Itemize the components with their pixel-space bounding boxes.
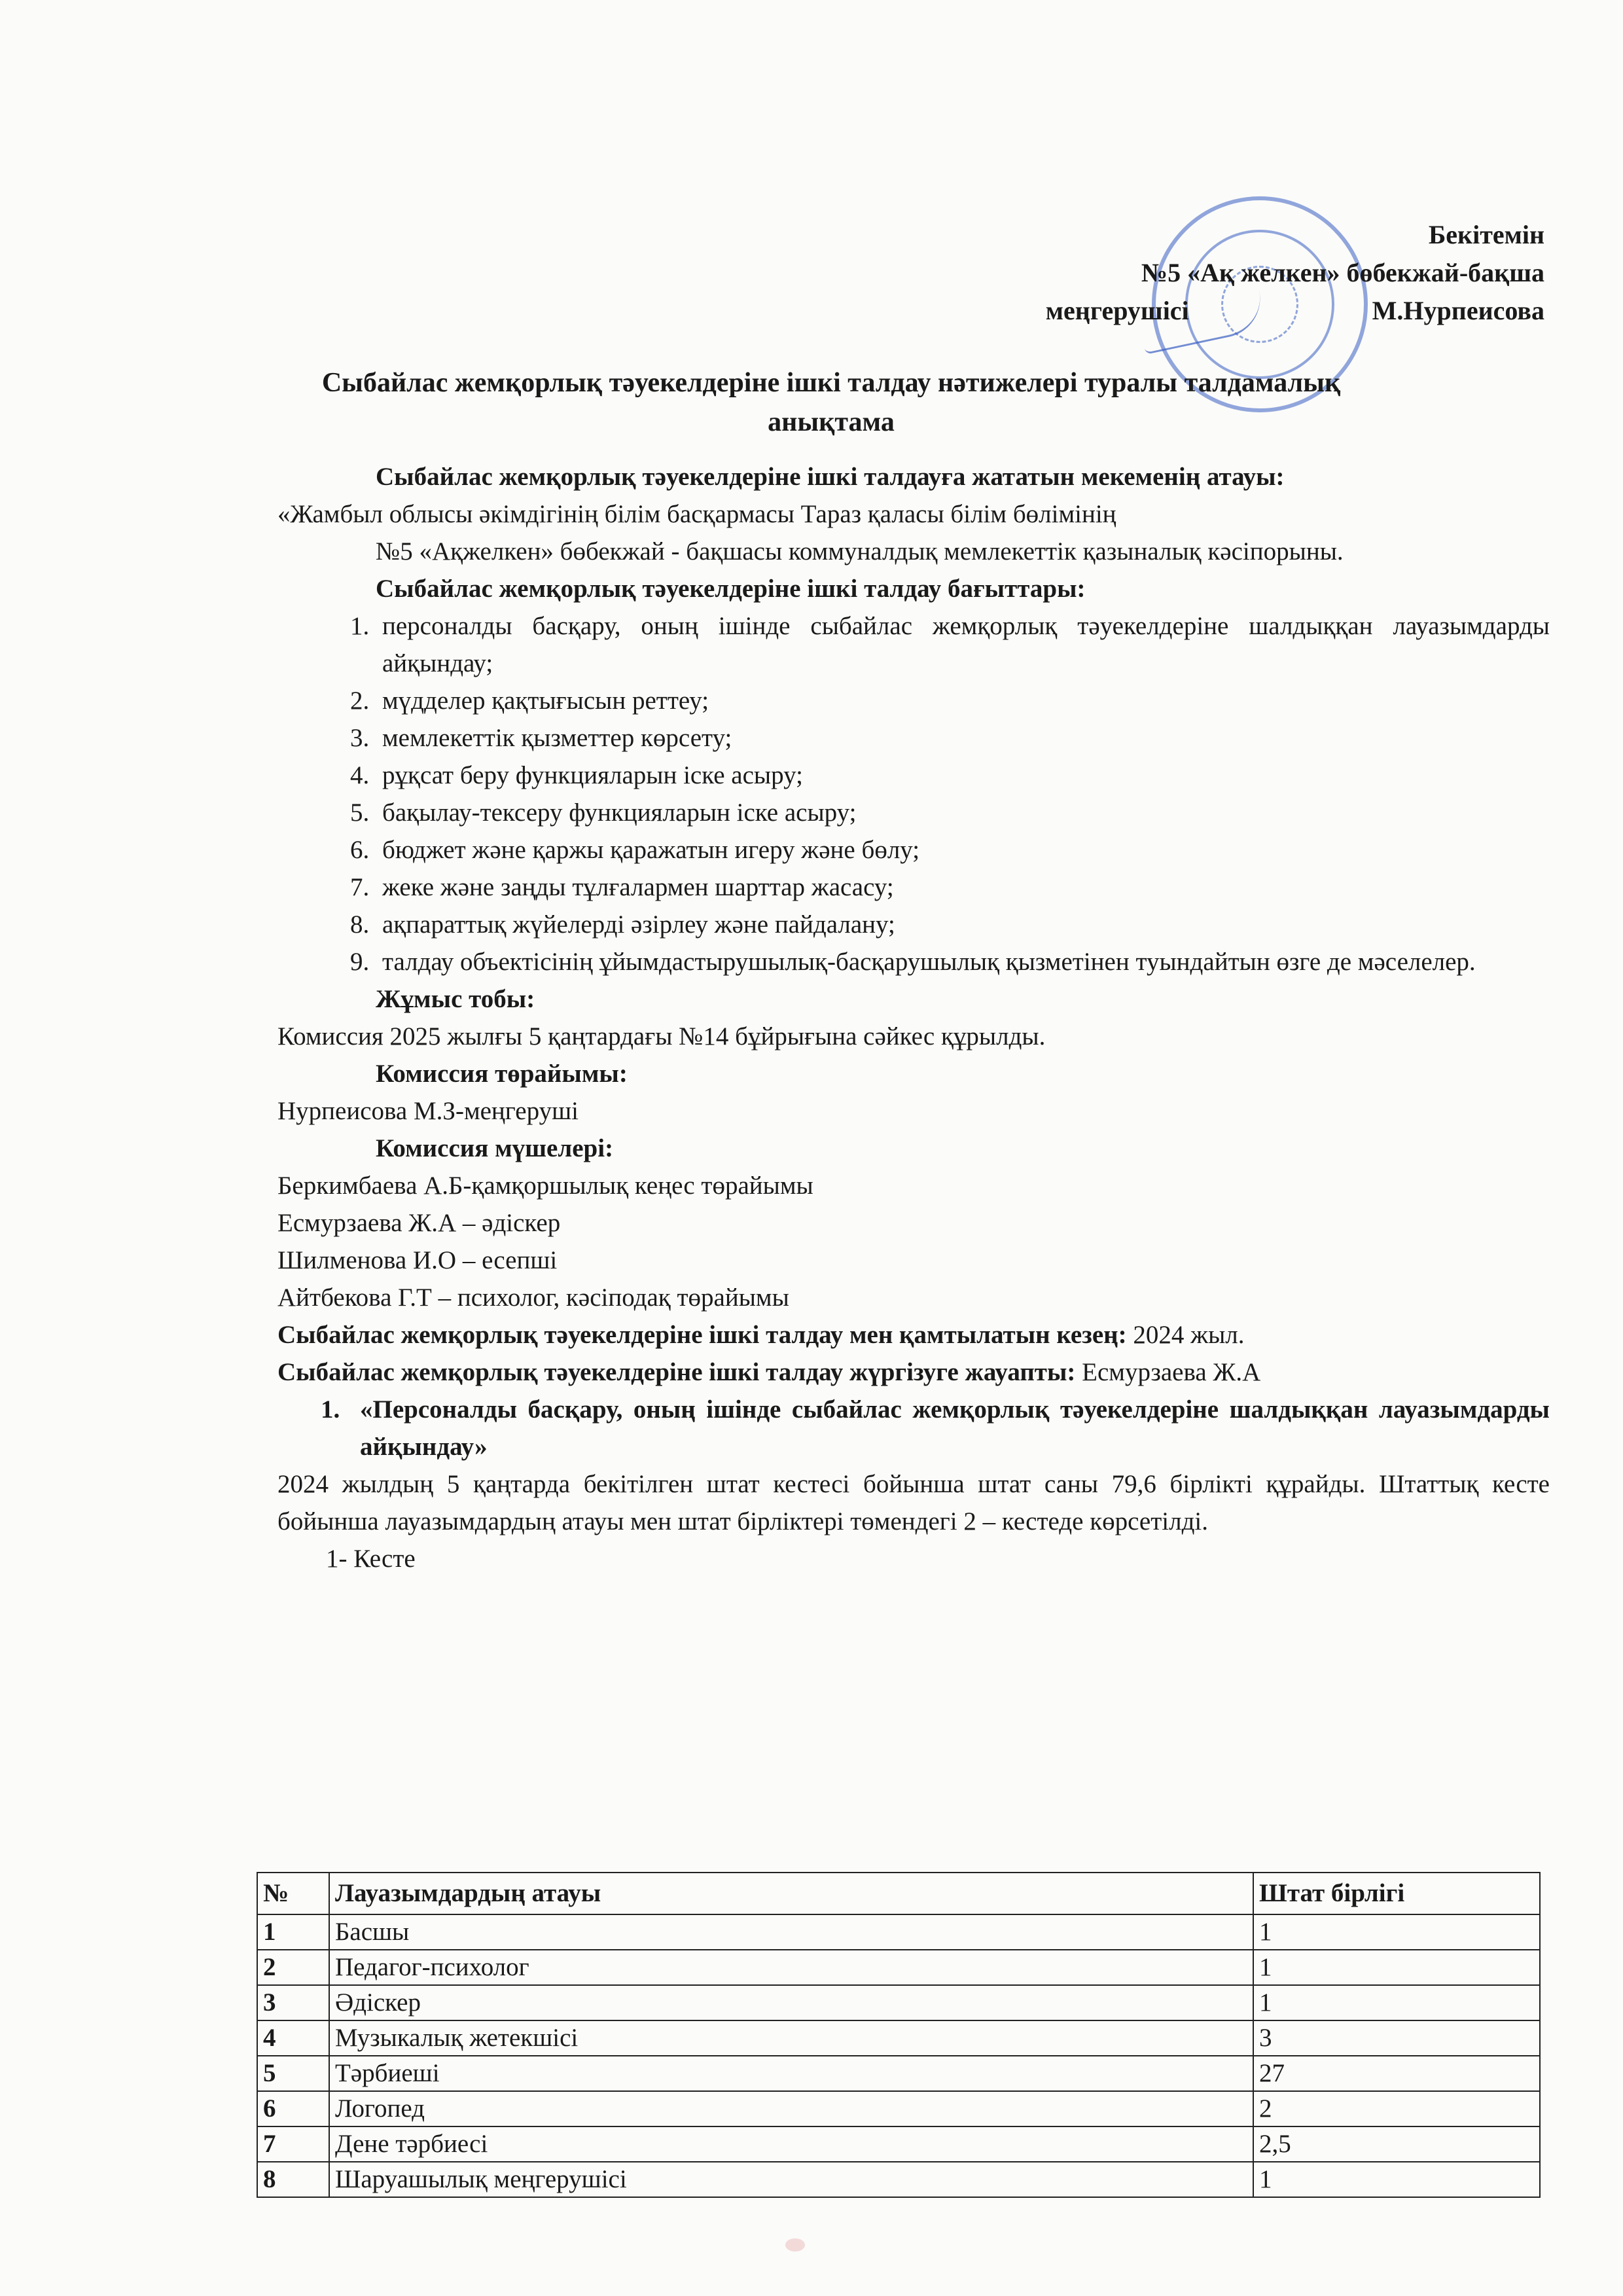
- direction-item: 9. талдау объектісінің ұйымдастырушылық-басқарушылық қызметінен туындайтын өзге де мәселелер.: [376, 943, 1550, 980]
- section-1-paragraph: 2024 жылдың 5 қаңтарда бекітілген штат кестесі бойынша штат саны 79,6 бірлікті құрайды. Штаттық кесте бойынша лауазымдардың атауы мен штат бірліктері төмендегі 2 – кестеде көрсетілді.: [277, 1470, 1550, 1535]
- directions-label: Сыбайлас жемқорлық тәуекелдеріне ішкі талдау бағыттары:: [376, 575, 1086, 603]
- direction-item: 8. ақпараттық жүйелерді әзірлеу және пайдалану;: [376, 906, 1550, 943]
- table-row: [257, 2126, 1540, 2162]
- row-units: 2: [1253, 2091, 1540, 2126]
- table-header-row: [257, 1873, 1540, 1914]
- direction-item: 1. персоналды басқару, оның ішінде сыбайлас жемқорлық тәуекелдеріне шалдыққан лауазымдарды айқындау;: [376, 607, 1550, 682]
- member-item: Айтбекова Г.Т – психолог, кәсіподақ төрайымы: [277, 1283, 789, 1312]
- row-number: 8: [257, 2162, 329, 2197]
- org-line-2: №5 «Ақжелкен» бөбекжай - бақшасы коммуналдық мемлекеттік қазыналық кәсіпорыны.: [376, 537, 1344, 565]
- section-1-heading: [321, 1391, 1550, 1465]
- header-units: Штат бірлігі: [1253, 1873, 1540, 1914]
- table-row: [257, 2091, 1540, 2126]
- row-number: 2: [257, 1950, 329, 1985]
- row-units: 3: [1253, 2020, 1540, 2056]
- row-number: 1: [257, 1914, 329, 1950]
- table-caption: 1- Кесте: [326, 1545, 416, 1573]
- org-line-1: «Жамбыл облысы әкімдігінің білім басқармасы Тараз қаласы білім бөлімінің: [277, 500, 1116, 528]
- approval-signature-row: [1046, 292, 1544, 330]
- row-units: 1: [1253, 1950, 1540, 1985]
- header-number: №: [257, 1873, 329, 1914]
- table-row: [257, 2020, 1540, 2056]
- members-label: Комиссия мүшелері:: [376, 1134, 614, 1162]
- document-title: [275, 363, 1387, 442]
- directions-list: [277, 607, 1550, 980]
- direction-item: 4. рұқсат беру функцияларын іске асыру;: [376, 757, 1550, 794]
- approval-org: №5 «Ақ желкен» бөбекжай-бақша: [1141, 258, 1544, 287]
- period-label: Сыбайлас жемқорлық тәуекелдеріне ішкі талдау мен қамтылатын кезең:: [277, 1321, 1127, 1349]
- row-number: 5: [257, 2056, 329, 2091]
- row-units: 1: [1253, 1914, 1540, 1950]
- approval-heading: Бекітемін: [1428, 220, 1544, 249]
- signature-space: [1215, 292, 1346, 330]
- row-position: Логопед: [329, 2091, 1253, 2126]
- table-row: [257, 1914, 1540, 1950]
- row-position: Педагог-психолог: [329, 1950, 1253, 1985]
- approval-name: М.Нурпеисова: [1372, 296, 1544, 325]
- title-line-1: Сыбайлас жемқорлық тәуекелдеріне ішкі талдау нәтижелері туралы талдамалық: [321, 368, 1341, 398]
- org-label: Сыбайлас жемқорлық тәуекелдеріне ішкі талдауға жататын мекеменің атауы:: [376, 463, 1285, 491]
- row-position: Басшы: [329, 1914, 1253, 1950]
- responsible-line: [277, 1354, 1550, 1391]
- member-item: Шилменова И.О – есепші: [277, 1246, 558, 1274]
- ink-mark: [785, 2238, 805, 2251]
- direction-item: 3. мемлекеттік қызметтер көрсету;: [376, 719, 1550, 757]
- row-number: 7: [257, 2126, 329, 2162]
- table-row: [257, 1985, 1540, 2020]
- row-units: 1: [1253, 2162, 1540, 2197]
- row-number: 3: [257, 1985, 329, 2020]
- section-1-title: «Персоналды басқару, оның ішінде сыбайлас жемқорлық тәуекелдеріне шалдыққан лауазымдарды айқындау»: [360, 1395, 1550, 1461]
- section-1-number: 1.: [321, 1395, 340, 1424]
- row-position: Әдіскер: [329, 1985, 1253, 2020]
- member-item: Есмурзаева Ж.А – әдіскер: [277, 1209, 561, 1237]
- title-line-2: анықтама: [768, 407, 895, 437]
- row-units: 2,5: [1253, 2126, 1540, 2162]
- row-number: 6: [257, 2091, 329, 2126]
- row-position: Тәрбиеші: [329, 2056, 1253, 2091]
- row-position: Музыкалық жетекшісі: [329, 2020, 1253, 2056]
- chair-label: Комиссия төрайымы:: [376, 1060, 628, 1088]
- row-position: Дене тәрбиесі: [329, 2126, 1253, 2162]
- workgroup-text: Комиссия 2025 жылғы 5 қаңтардағы №14 бұйрығына сәйкес құрылды.: [277, 1022, 1046, 1050]
- period-value: 2024 жыл.: [1133, 1321, 1245, 1349]
- responsible-value: Есмурзаева Ж.А: [1082, 1358, 1261, 1386]
- approval-role: меңгерушісі: [1045, 296, 1189, 325]
- approval-block: [1046, 216, 1544, 330]
- document-body: [277, 458, 1550, 1577]
- direction-item: 6. бюджет және қаржы қаражатын игеру және бөлу;: [376, 831, 1550, 869]
- row-number: 4: [257, 2020, 329, 2056]
- direction-item: 5. бақылау-тексеру функцияларын іске асыру;: [376, 794, 1550, 831]
- staff-table: [257, 1872, 1541, 2198]
- responsible-label: Сыбайлас жемқорлық тәуекелдеріне ішкі талдау жүргізуге жауапты:: [277, 1358, 1076, 1386]
- table-row: [257, 2162, 1540, 2197]
- row-units: 27: [1253, 2056, 1540, 2091]
- table-row: [257, 1950, 1540, 1985]
- member-item: Беркимбаева А.Б-қамқоршылық кеңес төрайымы: [277, 1172, 813, 1200]
- row-position: Шаруашылық меңгерушісі: [329, 2162, 1253, 2197]
- period-line: [277, 1316, 1550, 1354]
- workgroup-label: Жұмыс тобы:: [376, 985, 535, 1013]
- direction-item: 7. жеке және заңды тұлғалармен шарттар жасасу;: [376, 869, 1550, 906]
- table-row: [257, 2056, 1540, 2091]
- row-units: 1: [1253, 1985, 1540, 2020]
- header-position: Лауазымдардың атауы: [329, 1873, 1253, 1914]
- direction-item: 2. мүдделер қақтығысын реттеу;: [376, 682, 1550, 719]
- chair-text: Нурпеисова М.З-меңгеруші: [277, 1097, 579, 1125]
